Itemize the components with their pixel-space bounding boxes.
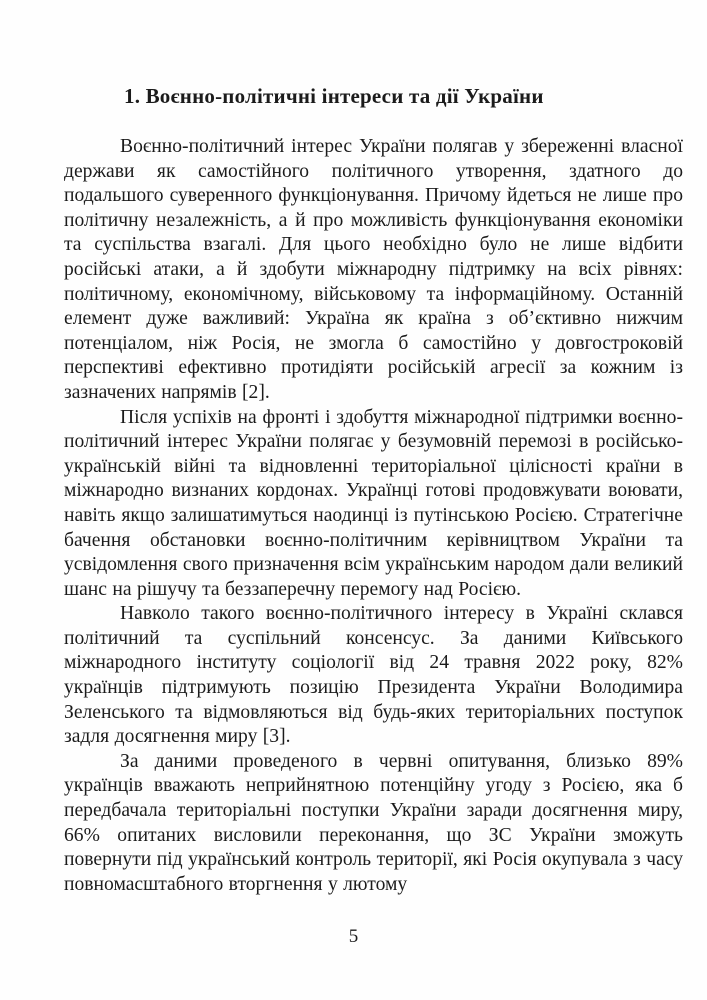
text-block [64, 84, 683, 897]
body-paragraph: Навколо такого воєнно-політичного інтересу в Україні склався політичний та суспільний консенсус. За даними Київського міжнародного інституту соціології від 24 травня 2022 року, 82% українців підтримують позицію Президента України Володимира Зеленського та відмовляються від будь-яких територіальних поступок задля досягнення миру [3]. [64, 603, 683, 748]
body-paragraph: За даними проведеного в червні опитування, близько 89% українців вважають неприйнятною потенційну угоду з Росією, яка б передбачала територіальні поступки України заради досягнення миру, 66% опитаних висловили переконання, що ЗС України зможуть повернути під український контроль території, які Росія окупувала з часу повномасштабного вторгнення у лютому [64, 750, 683, 895]
body-paragraph: Воєнно-політичний інтерес України полягав у збереженні власної держави як самостійного політичного утворення, здатного до подальшого суверенного функціонування. Причому йдеться не лише про політичну незалежність, а й про можливість функціонування економіки та суспільства взагалі. Для цього необхідно було не лише відбити російські атаки, а й здобути міжнародну підтримку на всіх рівнях: політичному, економічному, військовому та інформаційному. Останній елемент дуже важливий: Україна як країна з об’єктивно нижчим потенціалом, ніж Росія, не змогла б самостійно у довгостроковій перспективі ефективно протидіяти російській агресії за кожним із зазначених напрямів [2]. [64, 136, 683, 403]
page-number: 5 [348, 926, 359, 947]
chapter-heading: 1. Воєнно-політичні інтереси та дії України [124, 84, 544, 108]
body-paragraph: Після успіхів на фронті і здобуття міжнародної підтримки воєнно-політичний інтерес України полягає у безумовній перемозі в російсько-українській війні та відновленні територіальної цілісності країни в міжнародно визнаних кордонах. Українці готові продовжувати воювати, навіть якщо залишатимуться наодинці із путінською Росією. Стратегічне бачення обстановки воєнно-політичним керівництвом України та усвідомлення свого призначення всім українським народом дали великий шанс на рішучу та беззаперечну перемогу над Росією. [64, 406, 683, 600]
